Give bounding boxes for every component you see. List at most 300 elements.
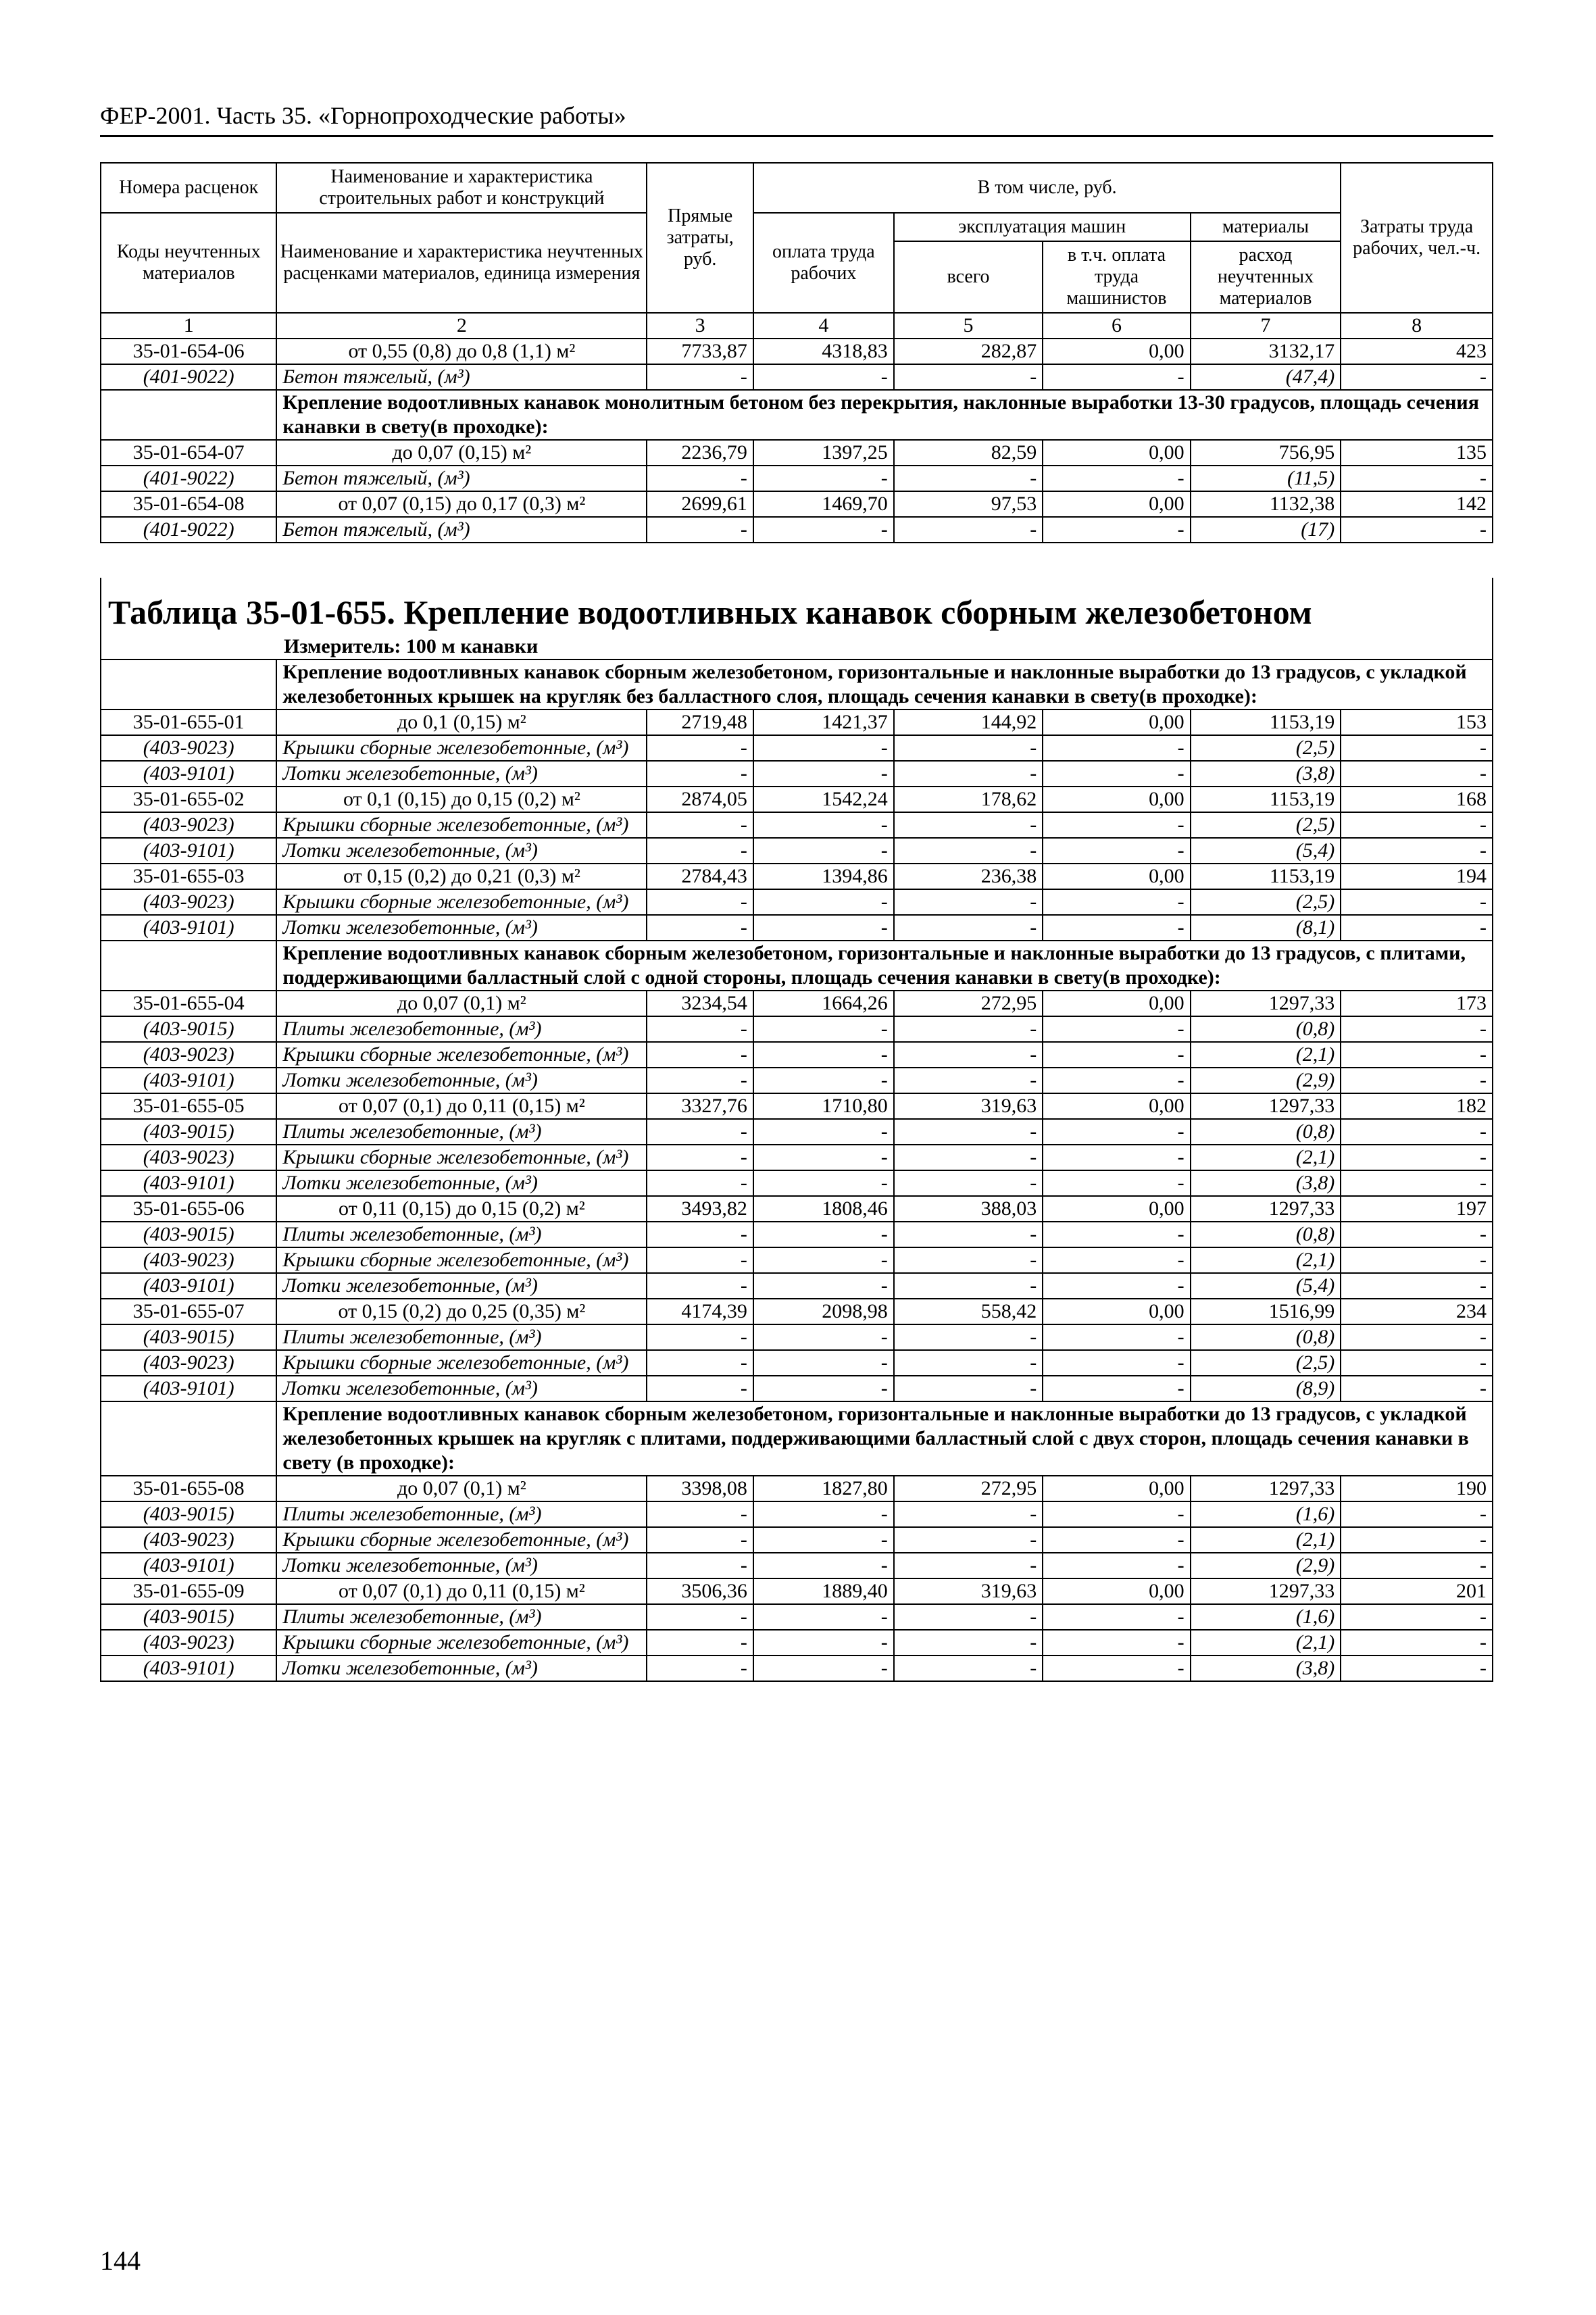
dash: - bbox=[894, 889, 1043, 915]
dash: - bbox=[894, 517, 1043, 543]
direct-costs: 2719,48 bbox=[647, 710, 753, 735]
dash: - bbox=[894, 761, 1043, 787]
col-ekspl: эксплуатация машин bbox=[894, 213, 1191, 241]
dash: - bbox=[753, 812, 894, 838]
rate-name: до 0,07 (0,1) м² bbox=[276, 991, 647, 1016]
material-consumption: (8,1) bbox=[1191, 915, 1341, 941]
col-num: 7 bbox=[1191, 313, 1341, 339]
material-name: Крышки сборные железобетонные, (м³) bbox=[276, 1630, 647, 1656]
material-row bbox=[101, 1501, 1493, 1527]
material-name: Крышки сборные железобетонные, (м³) bbox=[276, 889, 647, 915]
materials-cost: 1516,99 bbox=[1191, 1299, 1341, 1324]
material-name: Лотки железобетонные, (м³) bbox=[276, 915, 647, 941]
dash: - bbox=[647, 1527, 753, 1553]
dash: - bbox=[753, 1170, 894, 1196]
labor-hours: 168 bbox=[1341, 787, 1493, 812]
material-code: (403-9023) bbox=[101, 735, 276, 761]
direct-costs: 2236,79 bbox=[647, 440, 753, 466]
dash: - bbox=[647, 1324, 753, 1350]
direct-costs: 3493,82 bbox=[647, 1196, 753, 1222]
material-code: (403-9101) bbox=[101, 1553, 276, 1578]
labor-pay: 1827,80 bbox=[753, 1476, 894, 1501]
machine-costs: 282,87 bbox=[894, 339, 1043, 364]
rate-row bbox=[101, 1196, 1493, 1222]
dash: - bbox=[1043, 1068, 1190, 1093]
material-row bbox=[101, 1656, 1493, 1681]
dash: - bbox=[894, 1324, 1043, 1350]
dash: - bbox=[647, 1376, 753, 1401]
dash: - bbox=[1043, 1376, 1190, 1401]
section-heading: Крепление водоотливных канавок сборным железобетоном, горизонтальные и наклонные выработки до 13 градусов, с укладкой железобетонных крышек на кругляк без балластного слоя, площадь сечения канавки в свету(в проходке): bbox=[276, 659, 1493, 710]
dash: - bbox=[1341, 1247, 1493, 1273]
section-row bbox=[101, 390, 1493, 440]
dash: - bbox=[647, 1016, 753, 1042]
labor-hours: 234 bbox=[1341, 1299, 1493, 1324]
dash: - bbox=[894, 466, 1043, 491]
material-name: Бетон тяжелый, (м³) bbox=[276, 517, 647, 543]
dash: - bbox=[1043, 812, 1190, 838]
material-code: (403-9023) bbox=[101, 1527, 276, 1553]
material-row bbox=[101, 812, 1493, 838]
machinist-pay: 0,00 bbox=[1043, 1476, 1190, 1501]
dash: - bbox=[1341, 812, 1493, 838]
machine-costs: 319,63 bbox=[894, 1578, 1043, 1604]
dash: - bbox=[647, 1247, 753, 1273]
rate-row bbox=[101, 1578, 1493, 1604]
material-name: Бетон тяжелый, (м³) bbox=[276, 466, 647, 491]
materials-cost: 1132,38 bbox=[1191, 491, 1341, 517]
dash: - bbox=[1341, 364, 1493, 390]
material-consumption: (47,4) bbox=[1191, 364, 1341, 390]
dash: - bbox=[753, 466, 894, 491]
direct-costs: 3506,36 bbox=[647, 1578, 753, 1604]
material-name: Лотки железобетонные, (м³) bbox=[276, 1170, 647, 1196]
dash: - bbox=[753, 1016, 894, 1042]
labor-hours: 194 bbox=[1341, 864, 1493, 889]
direct-costs: 7733,87 bbox=[647, 339, 753, 364]
material-code: (403-9101) bbox=[101, 1273, 276, 1299]
machinist-pay: 0,00 bbox=[1043, 491, 1190, 517]
material-code: (403-9101) bbox=[101, 1376, 276, 1401]
dash: - bbox=[1043, 364, 1190, 390]
dash: - bbox=[647, 1145, 753, 1170]
col-oplata: оплата труда рабочих bbox=[753, 213, 894, 313]
material-code: (403-9015) bbox=[101, 1016, 276, 1042]
material-consumption: (2,1) bbox=[1191, 1527, 1341, 1553]
col-num: 2 bbox=[276, 313, 647, 339]
material-code: (401-9022) bbox=[101, 517, 276, 543]
material-consumption: (2,5) bbox=[1191, 1350, 1341, 1376]
machine-costs: 272,95 bbox=[894, 1476, 1043, 1501]
rate-code: 35-01-655-08 bbox=[101, 1476, 276, 1501]
machinist-pay: 0,00 bbox=[1043, 864, 1190, 889]
measure-row bbox=[101, 634, 1493, 659]
material-name: Плиты железобетонные, (м³) bbox=[276, 1604, 647, 1630]
dash: - bbox=[894, 1604, 1043, 1630]
material-name: Лотки железобетонные, (м³) bbox=[276, 1273, 647, 1299]
dash: - bbox=[894, 1376, 1043, 1401]
machine-costs: 82,59 bbox=[894, 440, 1043, 466]
col-materialy: материалы bbox=[1191, 213, 1341, 241]
material-code: (403-9101) bbox=[101, 1656, 276, 1681]
machinist-pay: 0,00 bbox=[1043, 1299, 1190, 1324]
dash: - bbox=[894, 1630, 1043, 1656]
rate-code: 35-01-655-03 bbox=[101, 864, 276, 889]
dash: - bbox=[894, 1170, 1043, 1196]
material-name: Плиты железобетонные, (м³) bbox=[276, 1501, 647, 1527]
rate-row bbox=[101, 864, 1493, 889]
material-code: (403-9101) bbox=[101, 1170, 276, 1196]
material-row bbox=[101, 1222, 1493, 1247]
material-consumption: (2,1) bbox=[1191, 1630, 1341, 1656]
rate-name: от 0,15 (0,2) до 0,21 (0,3) м² bbox=[276, 864, 647, 889]
dash: - bbox=[1341, 889, 1493, 915]
material-row bbox=[101, 1145, 1493, 1170]
material-name: Крышки сборные железобетонные, (м³) bbox=[276, 1042, 647, 1068]
dash: - bbox=[753, 735, 894, 761]
dash: - bbox=[894, 735, 1043, 761]
labor-hours: 182 bbox=[1341, 1093, 1493, 1119]
dash: - bbox=[894, 838, 1043, 864]
material-name: Плиты железобетонные, (м³) bbox=[276, 1324, 647, 1350]
dash: - bbox=[1043, 466, 1190, 491]
material-row bbox=[101, 517, 1493, 543]
material-row bbox=[101, 466, 1493, 491]
material-row bbox=[101, 889, 1493, 915]
dash: - bbox=[1043, 761, 1190, 787]
rate-row bbox=[101, 787, 1493, 812]
dash: - bbox=[647, 735, 753, 761]
material-name: Лотки железобетонные, (м³) bbox=[276, 1376, 647, 1401]
machinist-pay: 0,00 bbox=[1043, 787, 1190, 812]
dash: - bbox=[1341, 838, 1493, 864]
materials-cost: 1153,19 bbox=[1191, 864, 1341, 889]
material-code: (403-9023) bbox=[101, 1145, 276, 1170]
dash: - bbox=[1341, 761, 1493, 787]
dash: - bbox=[1341, 1527, 1493, 1553]
labor-hours: 142 bbox=[1341, 491, 1493, 517]
material-consumption: (5,4) bbox=[1191, 1273, 1341, 1299]
col-num: 1 bbox=[101, 313, 276, 339]
col-num: 4 bbox=[753, 313, 894, 339]
labor-pay: 4318,83 bbox=[753, 339, 894, 364]
col-naim1: Наименование и характеристика строительных работ и конструкций bbox=[276, 163, 647, 213]
col-pryamye: Прямые затраты, руб. bbox=[647, 163, 753, 313]
col-rashod: расход неучтенных материалов bbox=[1191, 241, 1341, 313]
rate-code: 35-01-655-05 bbox=[101, 1093, 276, 1119]
dash: - bbox=[1043, 735, 1190, 761]
table-title-row bbox=[101, 578, 1493, 634]
material-row bbox=[101, 1376, 1493, 1401]
material-code: (403-9015) bbox=[101, 1324, 276, 1350]
dash: - bbox=[1341, 735, 1493, 761]
material-code: (403-9101) bbox=[101, 838, 276, 864]
section-row bbox=[101, 659, 1493, 710]
dash: - bbox=[894, 1042, 1043, 1068]
dash: - bbox=[894, 1222, 1043, 1247]
dash: - bbox=[1341, 1222, 1493, 1247]
materials-cost: 1153,19 bbox=[1191, 787, 1341, 812]
machine-costs: 558,42 bbox=[894, 1299, 1043, 1324]
dash: - bbox=[647, 1273, 753, 1299]
machinist-pay: 0,00 bbox=[1043, 1578, 1190, 1604]
direct-costs: 2699,61 bbox=[647, 491, 753, 517]
material-row bbox=[101, 1119, 1493, 1145]
materials-cost: 1297,33 bbox=[1191, 1476, 1341, 1501]
labor-hours: 135 bbox=[1341, 440, 1493, 466]
material-consumption: (2,9) bbox=[1191, 1553, 1341, 1578]
materials-cost: 1297,33 bbox=[1191, 991, 1341, 1016]
material-code: (403-9023) bbox=[101, 889, 276, 915]
material-consumption: (0,8) bbox=[1191, 1016, 1341, 1042]
material-name: Лотки железобетонные, (м³) bbox=[276, 838, 647, 864]
dash: - bbox=[647, 915, 753, 941]
rate-code: 35-01-655-06 bbox=[101, 1196, 276, 1222]
direct-costs: 3327,76 bbox=[647, 1093, 753, 1119]
material-consumption: (2,1) bbox=[1191, 1247, 1341, 1273]
rate-code: 35-01-654-06 bbox=[101, 339, 276, 364]
dash: - bbox=[1043, 1145, 1190, 1170]
labor-pay: 1808,46 bbox=[753, 1196, 894, 1222]
material-name: Лотки железобетонные, (м³) bbox=[276, 1656, 647, 1681]
blank-cell bbox=[101, 390, 276, 440]
page-number: 144 bbox=[100, 2245, 141, 2276]
material-code: (403-9023) bbox=[101, 812, 276, 838]
material-code: (403-9023) bbox=[101, 1247, 276, 1273]
dash: - bbox=[647, 1222, 753, 1247]
material-row bbox=[101, 1016, 1493, 1042]
material-consumption: (0,8) bbox=[1191, 1324, 1341, 1350]
labor-pay: 1710,80 bbox=[753, 1093, 894, 1119]
material-consumption: (3,8) bbox=[1191, 1170, 1341, 1196]
dash: - bbox=[753, 1527, 894, 1553]
material-row bbox=[101, 1553, 1493, 1578]
labor-pay: 1397,25 bbox=[753, 440, 894, 466]
blank-cell bbox=[101, 1401, 276, 1476]
material-code: (401-9022) bbox=[101, 466, 276, 491]
material-name: Крышки сборные железобетонные, (м³) bbox=[276, 812, 647, 838]
dash: - bbox=[647, 466, 753, 491]
machine-costs: 388,03 bbox=[894, 1196, 1043, 1222]
material-code: (403-9101) bbox=[101, 915, 276, 941]
material-consumption: (1,6) bbox=[1191, 1501, 1341, 1527]
material-code: (403-9101) bbox=[101, 1068, 276, 1093]
material-name: Плиты железобетонные, (м³) bbox=[276, 1222, 647, 1247]
machine-costs: 178,62 bbox=[894, 787, 1043, 812]
dash: - bbox=[1043, 838, 1190, 864]
materials-cost: 1153,19 bbox=[1191, 710, 1341, 735]
material-consumption: (3,8) bbox=[1191, 1656, 1341, 1681]
material-name: Крышки сборные железобетонные, (м³) bbox=[276, 735, 647, 761]
dash: - bbox=[647, 1068, 753, 1093]
machinist-pay: 0,00 bbox=[1043, 1093, 1190, 1119]
labor-pay: 2098,98 bbox=[753, 1299, 894, 1324]
col-nomera: Номера расценок bbox=[101, 163, 276, 213]
dash: - bbox=[1341, 466, 1493, 491]
material-consumption: (3,8) bbox=[1191, 761, 1341, 787]
machinist-pay: 0,00 bbox=[1043, 991, 1190, 1016]
dash: - bbox=[753, 1630, 894, 1656]
labor-hours: 173 bbox=[1341, 991, 1493, 1016]
dash: - bbox=[753, 1553, 894, 1578]
material-consumption: (0,8) bbox=[1191, 1222, 1341, 1247]
material-name: Бетон тяжелый, (м³) bbox=[276, 364, 647, 390]
dash: - bbox=[647, 1119, 753, 1145]
material-code: (403-9015) bbox=[101, 1119, 276, 1145]
dash: - bbox=[894, 1350, 1043, 1376]
dash: - bbox=[1341, 1119, 1493, 1145]
material-consumption: (2,1) bbox=[1191, 1145, 1341, 1170]
column-numbers-row bbox=[101, 313, 1493, 339]
running-header: ФЕР-2001. Часть 35. «Горнопроходческие работы» bbox=[100, 102, 626, 129]
col-vtch: в т.ч. оплата труда машинистов bbox=[1043, 241, 1190, 313]
dash: - bbox=[647, 812, 753, 838]
labor-pay: 1542,24 bbox=[753, 787, 894, 812]
dash: - bbox=[647, 1170, 753, 1196]
rate-name: от 0,15 (0,2) до 0,25 (0,35) м² bbox=[276, 1299, 647, 1324]
col-kody: Коды неучтенных материалов bbox=[101, 213, 276, 313]
machine-costs: 272,95 bbox=[894, 991, 1043, 1016]
dash: - bbox=[1043, 1222, 1190, 1247]
dash: - bbox=[1043, 1170, 1190, 1196]
dash: - bbox=[1043, 889, 1190, 915]
dash: - bbox=[1341, 1324, 1493, 1350]
dash: - bbox=[753, 1350, 894, 1376]
section-row bbox=[101, 941, 1493, 991]
material-row bbox=[101, 735, 1493, 761]
dash: - bbox=[894, 1501, 1043, 1527]
rates-table-654 bbox=[100, 162, 1493, 543]
material-consumption: (5,4) bbox=[1191, 838, 1341, 864]
dash: - bbox=[753, 364, 894, 390]
material-row bbox=[101, 1630, 1493, 1656]
dash: - bbox=[1341, 1145, 1493, 1170]
material-consumption: (2,9) bbox=[1191, 1068, 1341, 1093]
dash: - bbox=[753, 1145, 894, 1170]
material-row bbox=[101, 364, 1493, 390]
section-heading: Крепление водоотливных канавок монолитным бетоном без перекрытия, наклонные выработки 13-30 градусов, площадь сечения канавки в свету(в проходке): bbox=[276, 390, 1493, 440]
dash: - bbox=[647, 364, 753, 390]
dash: - bbox=[1341, 1016, 1493, 1042]
material-code: (403-9023) bbox=[101, 1630, 276, 1656]
material-name: Крышки сборные железобетонные, (м³) bbox=[276, 1145, 647, 1170]
machinist-pay: 0,00 bbox=[1043, 710, 1190, 735]
labor-pay: 1889,40 bbox=[753, 1578, 894, 1604]
dash: - bbox=[1043, 1656, 1190, 1681]
material-row bbox=[101, 1247, 1493, 1273]
rate-name: от 0,07 (0,1) до 0,11 (0,15) м² bbox=[276, 1578, 647, 1604]
material-row bbox=[101, 1350, 1493, 1376]
dash: - bbox=[894, 1527, 1043, 1553]
dash: - bbox=[1043, 1553, 1190, 1578]
dash: - bbox=[647, 1501, 753, 1527]
material-code: (403-9101) bbox=[101, 761, 276, 787]
dash: - bbox=[894, 1553, 1043, 1578]
rate-code: 35-01-655-01 bbox=[101, 710, 276, 735]
dash: - bbox=[753, 1501, 894, 1527]
blank-cell bbox=[101, 659, 276, 710]
dash: - bbox=[1341, 1501, 1493, 1527]
rate-row bbox=[101, 491, 1493, 517]
direct-costs: 2784,43 bbox=[647, 864, 753, 889]
dash: - bbox=[1043, 915, 1190, 941]
labor-pay: 1664,26 bbox=[753, 991, 894, 1016]
machine-costs: 319,63 bbox=[894, 1093, 1043, 1119]
dash: - bbox=[647, 1656, 753, 1681]
material-name: Плиты железобетонные, (м³) bbox=[276, 1016, 647, 1042]
rate-row bbox=[101, 1299, 1493, 1324]
material-consumption: (0,8) bbox=[1191, 1119, 1341, 1145]
dash: - bbox=[1341, 1068, 1493, 1093]
rate-row bbox=[101, 710, 1493, 735]
rate-code: 35-01-654-08 bbox=[101, 491, 276, 517]
dash: - bbox=[894, 364, 1043, 390]
material-row bbox=[101, 1170, 1493, 1196]
material-row bbox=[101, 761, 1493, 787]
col-num: 8 bbox=[1341, 313, 1493, 339]
dash: - bbox=[1341, 1553, 1493, 1578]
dash: - bbox=[647, 1604, 753, 1630]
rate-name: от 0,11 (0,15) до 0,15 (0,2) м² bbox=[276, 1196, 647, 1222]
material-name: Лотки железобетонные, (м³) bbox=[276, 1068, 647, 1093]
machinist-pay: 0,00 bbox=[1043, 1196, 1190, 1222]
table-title: Таблица 35-01-655. Крепление водоотливных канавок сборным железобетоном bbox=[101, 578, 1493, 634]
material-code: (403-9015) bbox=[101, 1222, 276, 1247]
dash: - bbox=[647, 517, 753, 543]
labor-hours: 423 bbox=[1341, 339, 1493, 364]
material-row bbox=[101, 1604, 1493, 1630]
dash: - bbox=[753, 1273, 894, 1299]
machine-costs: 97,53 bbox=[894, 491, 1043, 517]
labor-hours: 153 bbox=[1341, 710, 1493, 735]
dash: - bbox=[647, 761, 753, 787]
material-name: Крышки сборные железобетонные, (м³) bbox=[276, 1527, 647, 1553]
rate-row bbox=[101, 991, 1493, 1016]
dash: - bbox=[753, 1119, 894, 1145]
dash: - bbox=[1043, 1119, 1190, 1145]
dash: - bbox=[647, 1553, 753, 1578]
machinist-pay: 0,00 bbox=[1043, 339, 1190, 364]
dash: - bbox=[1043, 1501, 1190, 1527]
dash: - bbox=[1043, 517, 1190, 543]
direct-costs: 3398,08 bbox=[647, 1476, 753, 1501]
dash: - bbox=[1341, 915, 1493, 941]
dash: - bbox=[1341, 1273, 1493, 1299]
dash: - bbox=[1341, 517, 1493, 543]
dash: - bbox=[1043, 1324, 1190, 1350]
materials-cost: 1297,33 bbox=[1191, 1093, 1341, 1119]
rate-name: до 0,07 (0,1) м² bbox=[276, 1476, 647, 1501]
rate-code: 35-01-655-02 bbox=[101, 787, 276, 812]
col-zatraty: Затраты труда рабочих, чел.-ч. bbox=[1341, 163, 1493, 313]
rate-name: до 0,07 (0,15) м² bbox=[276, 440, 647, 466]
dash: - bbox=[894, 1145, 1043, 1170]
labor-hours: 201 bbox=[1341, 1578, 1493, 1604]
material-row bbox=[101, 838, 1493, 864]
dash: - bbox=[647, 1350, 753, 1376]
materials-cost: 1297,33 bbox=[1191, 1196, 1341, 1222]
section-heading: Крепление водоотливных канавок сборным железобетоном, горизонтальные и наклонные выработки до 13 градусов, с укладкой железобетонных крышек на кругляк с плитами, поддерживающими балластный слой с двух сторон, площадь сечения канавки в свету (в проходке): bbox=[276, 1401, 1493, 1476]
dash: - bbox=[753, 838, 894, 864]
dash: - bbox=[1043, 1042, 1190, 1068]
rate-name: от 0,07 (0,1) до 0,11 (0,15) м² bbox=[276, 1093, 647, 1119]
material-consumption: (8,9) bbox=[1191, 1376, 1341, 1401]
dash: - bbox=[1341, 1656, 1493, 1681]
dash: - bbox=[753, 1222, 894, 1247]
rate-code: 35-01-655-07 bbox=[101, 1299, 276, 1324]
direct-costs: 3234,54 bbox=[647, 991, 753, 1016]
dash: - bbox=[894, 1247, 1043, 1273]
